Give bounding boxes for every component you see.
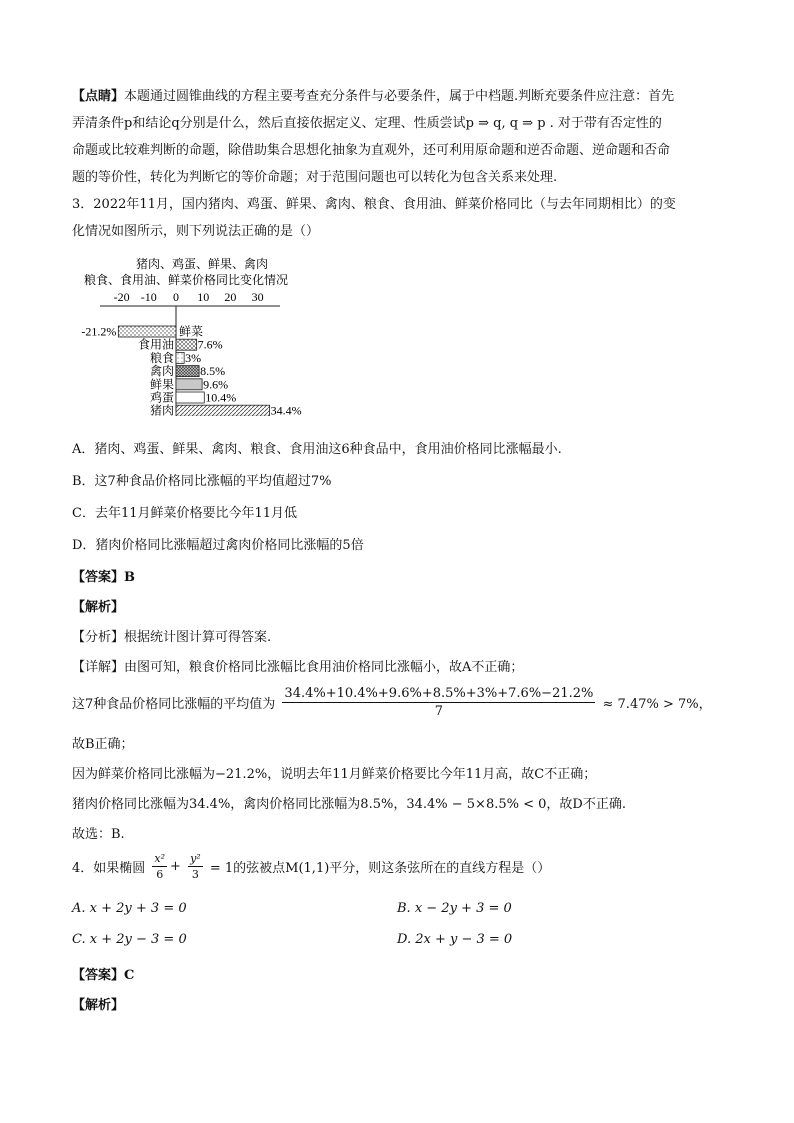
chart-title-line-2: 粮食、食用油、鲜菜价格同比变化情况 xyxy=(83,273,289,287)
q3-option-c: C．去年11月鲜菜价格要比今年11月低 xyxy=(72,506,298,521)
q3-average-formula: 这7种食品价格同比涨幅的平均值为 $\frac{34.4\%+10.4\%+9.6\%+8.5\%+3\%+7.6\%-21.2\%}{7}$ ≈ 7.47% > 7%， xyxy=(72,686,712,719)
q4-frac-y: $\frac{\text{y²}}{3}$ xyxy=(190,852,201,881)
chart-category-label: 粮食 xyxy=(149,350,174,365)
chart-bar xyxy=(176,392,204,403)
chart-tick-label: 0 xyxy=(173,290,179,304)
chart-bar xyxy=(176,352,184,363)
chart-data-label: 34.4% xyxy=(270,403,302,416)
chart-category-label: 禽肉 xyxy=(149,364,174,379)
q3-choose: 故选：B. xyxy=(72,827,125,842)
q4-option-a: A. x + 2y + 3 = 0 xyxy=(72,901,187,916)
chart-data-label: 7.6% xyxy=(197,337,223,352)
chart-bar xyxy=(176,379,202,390)
q4-answer: 【答案】C xyxy=(72,968,135,983)
chart-tick-label: 30 xyxy=(251,290,264,304)
dianjing-line-1: 【点睛】本题通过圆锥曲线的方程主要考查充分条件与必要条件，属于中档题.判断充要条件应注意：首先 xyxy=(72,89,675,104)
price-change-chart xyxy=(72,256,332,416)
q4-option-c: C. x + 2y − 3 = 0 xyxy=(72,932,187,947)
q4-option-b: B. x − 2y + 3 = 0 xyxy=(397,901,512,916)
chart-title-line-1: 猪肉、鸡蛋、鲜果、禽肉 xyxy=(135,257,269,271)
chart-tick-label: 20 xyxy=(224,290,237,304)
q3-option-b: B．这7种食品价格同比涨幅的平均值超过7% xyxy=(72,474,332,489)
chart-bar xyxy=(176,366,199,377)
chart-data-label: 8.5% xyxy=(200,364,226,379)
q3-d-line: 猪肉价格同比涨幅为34.4%，禽肉价格同比涨幅为8.5%，34.4% − 5×8.5% < 0，故D不正确. xyxy=(72,797,626,812)
q3-fenxi: 【分析】根据统计图计算可得答案. xyxy=(72,630,272,645)
q3-option-a: A．猪肉、鸡蛋、鲜果、禽肉、粮食、食用油这6种食品中，食用油价格同比涨幅最小. xyxy=(72,442,562,457)
chart-data-label: 10.4% xyxy=(205,390,237,405)
q4-jiexi-heading: 【解析】 xyxy=(72,998,125,1013)
q3-answer: 【答案】B xyxy=(72,570,135,585)
dianjing-line-2: 弄清条件p和结论q分别是什么，然后直接依据定义、定理、性质尝试p ⇒ q, q ⇒ p . 对于带有否定性的 xyxy=(72,116,662,131)
chart-data-label: 3% xyxy=(185,350,202,365)
q3-b-correct: 故B正确； xyxy=(72,737,134,752)
chart-category-label: 鲜果 xyxy=(149,377,174,392)
dianjing-line-3: 命题或比较难判断的命题，除借助集合思想化抽象为直观外，还可利用原命题和逆否命题、逆命题和否命 xyxy=(72,143,671,158)
chart-tick-label: -10 xyxy=(140,290,157,304)
chart-category-label: 食用油 xyxy=(137,337,174,352)
q4-option-d: D. 2x + y − 3 = 0 xyxy=(397,932,513,947)
average-fraction: $\frac{34.4\%+10.4\%+9.6\%+8.5\%+3\%+7.6\%-21.2\%}{7}$ xyxy=(284,686,594,719)
dianjing-line-4: 题的等价性，转化为判断它的等价命题；对于范围问题也可以转化为包含关系来处理. xyxy=(72,170,558,185)
q3-stem-line-1: 3．2022年11月，国内猪肉、鸡蛋、鲜果、禽肉、粮食、食用油、鲜菜价格同比（与去年同期相比）的变 xyxy=(72,197,676,212)
q3-option-d: D．猪肉价格同比涨幅超过禽肉价格同比涨幅的5倍 xyxy=(72,538,364,553)
chart-data-label: -21.2% xyxy=(81,324,117,339)
chart-bar xyxy=(176,339,197,350)
q4-frac-x: $\frac{\text{x²}}{6}$ xyxy=(154,852,166,881)
q3-stem-line-2: 化情况如图所示，则下列说法正确的是（） xyxy=(72,224,320,239)
q3-jiexi-heading: 【解析】 xyxy=(72,600,125,615)
dianjing-tag: 【点睛】 xyxy=(72,89,125,104)
chart-category-label: 鲜菜 xyxy=(179,324,204,339)
q3-xiangjie-line-1: 【详解】由图可知，粮食价格同比涨幅比食用油价格同比涨幅小，故A不正确； xyxy=(72,660,524,675)
chart-bar xyxy=(176,405,270,416)
chart-bar xyxy=(118,326,176,337)
chart-svg xyxy=(72,256,332,416)
q4-options xyxy=(72,900,732,970)
chart-data-label: 9.6% xyxy=(203,377,229,392)
chart-category-label: 鸡蛋 xyxy=(149,390,174,405)
chart-tick-label: 10 xyxy=(197,290,210,304)
chart-tick-label: -20 xyxy=(113,290,130,304)
q3-c-line: 因为鲜菜价格同比涨幅为−21.2%，说明去年11月鲜菜价格要比今年11月高，故C不正确； xyxy=(72,767,597,782)
chart-category-label: 猪肉 xyxy=(149,403,174,416)
q4-stem: 4．如果椭圆 $\frac{\text{x²}}{6}$ + $\frac{\text{y²}}{3}$ = 1的弦被点M(1,1)平分，则这条弦所在的直线方程是（） xyxy=(72,852,551,881)
